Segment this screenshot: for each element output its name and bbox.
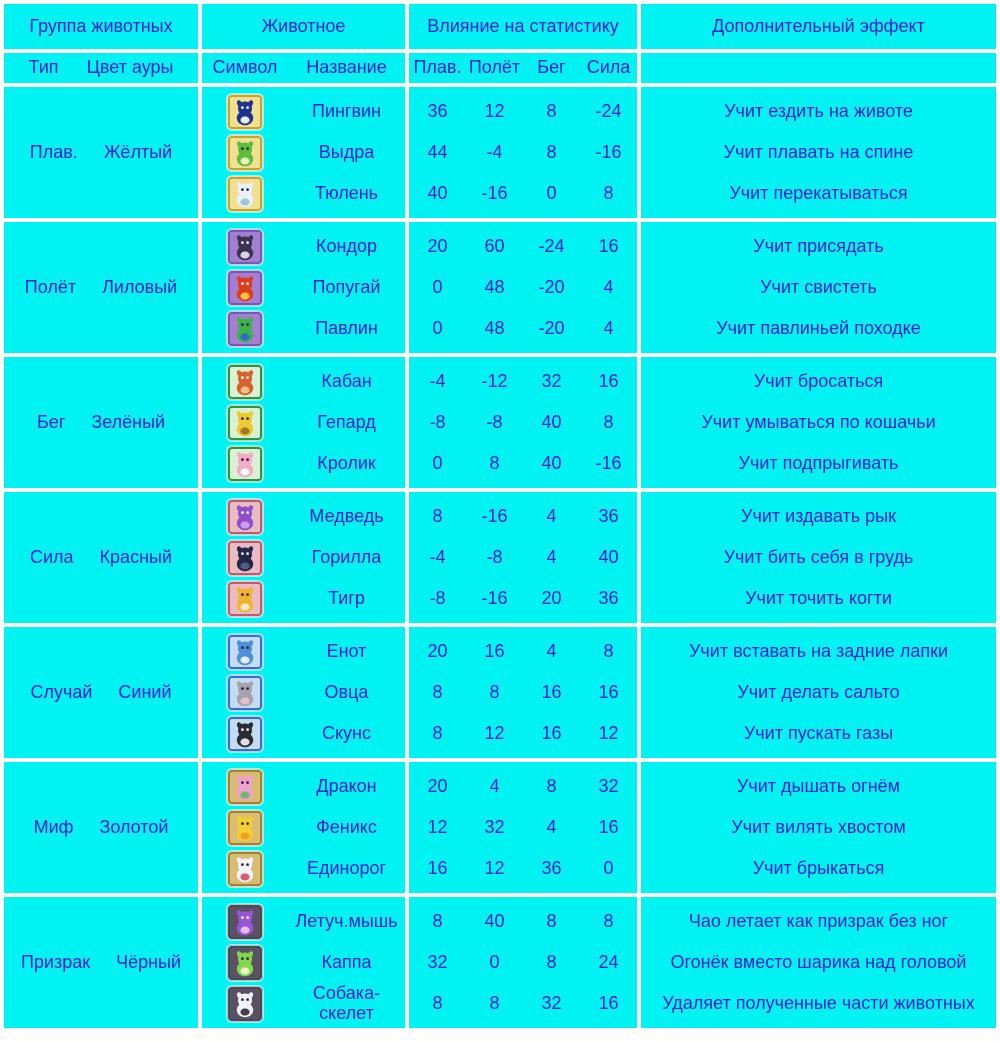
stats-cell xyxy=(409,87,637,218)
animal-effect: Учит плавать на спине xyxy=(723,141,914,162)
stat-value: 16 xyxy=(541,681,562,702)
group-type: Полёт xyxy=(24,276,77,297)
animal-effect: Учит пускать газы xyxy=(743,722,894,743)
header-animal-column xyxy=(202,4,405,49)
stat-value: 8 xyxy=(432,910,443,931)
stat-values-row xyxy=(409,444,637,484)
stat-values-row xyxy=(409,309,637,349)
animal-effect: Учит брыкаться xyxy=(752,857,885,878)
animal-row xyxy=(202,767,405,807)
stat-value: 16 xyxy=(427,857,448,878)
header-animal-label: Животное xyxy=(261,15,346,36)
otter-icon xyxy=(227,135,263,171)
stat-value: 4 xyxy=(546,546,557,567)
group-cell xyxy=(4,762,198,893)
animal-name: Тюлень xyxy=(314,182,379,203)
animal-name: Единорог xyxy=(306,857,387,878)
group-aura-color: Лиловый xyxy=(102,276,178,297)
stat-value: -16 xyxy=(481,587,508,608)
stat-value: 8 xyxy=(603,182,614,203)
dragon-icon xyxy=(227,769,263,805)
effect-row xyxy=(641,309,996,349)
animal-effect: Удаляет полученные части животных xyxy=(662,992,975,1013)
subheader-effect-cell xyxy=(641,53,996,83)
stat-value: 16 xyxy=(541,722,562,743)
stat-values-row xyxy=(409,632,637,672)
stat-value: 20 xyxy=(427,235,448,256)
animal-name: Выдра xyxy=(318,141,375,162)
phoenix-icon xyxy=(227,810,263,846)
header-group-label: Группа животных xyxy=(29,15,173,36)
stat-values-row xyxy=(409,984,637,1024)
stat-value: 0 xyxy=(432,276,443,297)
effect-row xyxy=(641,444,996,484)
animals-cell xyxy=(202,87,405,218)
animal-row xyxy=(202,538,405,578)
stat-values-row xyxy=(409,902,637,942)
animal-row xyxy=(202,902,405,942)
animal-effect: Учит точить когти xyxy=(745,587,892,608)
animal-effect: Учит вставать на задние лапки xyxy=(688,640,949,661)
stat-value: 8 xyxy=(546,141,557,162)
animal-name: Пингвин xyxy=(311,100,382,121)
animals-cell xyxy=(202,492,405,623)
stat-values-row xyxy=(409,808,637,848)
group-aura-color: Синий xyxy=(118,681,172,702)
stat-value: 40 xyxy=(484,910,505,931)
animal-name: Кролик xyxy=(317,452,376,473)
animal-name: Кабан xyxy=(321,370,372,391)
animal-row xyxy=(202,808,405,848)
animal-name: Феникс xyxy=(316,816,377,837)
animal-row xyxy=(202,133,405,173)
subheader-group-cell xyxy=(4,53,198,83)
stat-value: 8 xyxy=(603,640,614,661)
stat-col-run: Бег xyxy=(537,57,566,78)
stat-value: 32 xyxy=(541,370,562,391)
group-row xyxy=(4,87,996,218)
stat-value: -8 xyxy=(486,546,503,567)
effect-row xyxy=(641,92,996,132)
unicorn-icon xyxy=(227,851,263,887)
stat-value: -16 xyxy=(595,452,622,473)
stats-cell xyxy=(409,627,637,758)
animal-name: Каппа xyxy=(321,951,372,972)
animal-effect: Учит присядать xyxy=(753,235,884,256)
animal-name: Тигр xyxy=(328,587,365,608)
effect-row xyxy=(641,632,996,672)
animals-cell xyxy=(202,897,405,1028)
effects-cell xyxy=(641,222,996,353)
group-aura-color: Чёрный xyxy=(116,951,182,972)
effect-row xyxy=(641,902,996,942)
stat-value: 12 xyxy=(484,857,505,878)
stat-value: -16 xyxy=(595,141,622,162)
effect-row xyxy=(641,497,996,537)
parrot-icon xyxy=(227,270,263,306)
stat-value: 36 xyxy=(598,587,619,608)
stat-value: 20 xyxy=(427,640,448,661)
stat-value: -8 xyxy=(429,587,446,608)
stat-col-fly: Полёт xyxy=(468,57,521,78)
animal-effect: Учит павлиньей походке xyxy=(716,317,921,338)
stat-col-swim: Плав. xyxy=(413,57,462,78)
animal-effect: Учит делать сальто xyxy=(737,681,900,702)
stat-values-row xyxy=(409,673,637,713)
animal-effect: Учит издавать рык xyxy=(741,505,896,526)
stat-value: 60 xyxy=(484,235,505,256)
group-type: Плав. xyxy=(29,141,78,162)
group-row xyxy=(4,222,996,353)
stat-value: 4 xyxy=(546,640,557,661)
effect-row xyxy=(641,579,996,619)
animal-row xyxy=(202,444,405,484)
stat-value: 48 xyxy=(484,276,505,297)
animal-effect: Учит умываться по кошачьи xyxy=(701,411,936,432)
kappa-icon xyxy=(227,945,263,981)
stat-value: -8 xyxy=(486,411,503,432)
subheader-type-label: Тип xyxy=(28,57,59,78)
group-row xyxy=(4,492,996,623)
table-subheader-row xyxy=(4,53,996,83)
stat-values-row xyxy=(409,403,637,443)
effects-cell xyxy=(641,627,996,758)
stats-cell xyxy=(409,222,637,353)
stat-value: 0 xyxy=(432,452,443,473)
stat-value: -8 xyxy=(429,411,446,432)
group-type: Миф xyxy=(33,816,74,837)
effect-row xyxy=(641,984,996,1024)
group-aura-color: Зелёный xyxy=(91,411,166,432)
animal-row xyxy=(202,497,405,537)
stat-value: 32 xyxy=(484,816,505,837)
stat-value: 8 xyxy=(432,722,443,743)
effect-row xyxy=(641,362,996,402)
stat-value: 16 xyxy=(598,681,619,702)
effect-row xyxy=(641,849,996,889)
effects-cell xyxy=(641,87,996,218)
animal-row xyxy=(202,92,405,132)
animal-row xyxy=(202,943,405,983)
stats-cell xyxy=(409,897,637,1028)
header-group-column xyxy=(4,4,198,49)
gorilla-icon xyxy=(227,540,263,576)
stat-values-row xyxy=(409,943,637,983)
stat-values-row xyxy=(409,538,637,578)
bear-icon xyxy=(227,499,263,535)
stat-col-power: Сила xyxy=(586,57,631,78)
stat-value: 32 xyxy=(541,992,562,1013)
animal-row xyxy=(202,309,405,349)
animal-row xyxy=(202,984,405,1024)
effects-cell xyxy=(641,357,996,488)
boar-icon xyxy=(227,364,263,400)
subheader-aura-label: Цвет ауры xyxy=(86,57,174,78)
stat-value: 8 xyxy=(489,452,500,473)
stat-value: -12 xyxy=(481,370,508,391)
stat-value: 20 xyxy=(541,587,562,608)
stat-value: 16 xyxy=(598,235,619,256)
animals-cell xyxy=(202,627,405,758)
stat-values-row xyxy=(409,174,637,214)
animal-effect: Огонёк вместо шарика над головой xyxy=(670,951,967,972)
stat-value: 40 xyxy=(427,182,448,203)
animal-row xyxy=(202,227,405,267)
table-header-row xyxy=(4,4,996,49)
stat-value: 36 xyxy=(427,100,448,121)
seal-icon xyxy=(227,176,263,212)
stat-value: 12 xyxy=(427,816,448,837)
stat-value: 8 xyxy=(546,775,557,796)
animal-effect: Учит перекатываться xyxy=(729,182,908,203)
penguin-icon xyxy=(227,94,263,130)
stats-cell xyxy=(409,492,637,623)
subheader-symbol-label: Символ xyxy=(212,57,278,78)
animal-name: Скунс xyxy=(321,722,372,743)
stat-value: 40 xyxy=(598,546,619,567)
stat-value: -4 xyxy=(429,370,446,391)
effect-row xyxy=(641,714,996,754)
group-aura-color: Золотой xyxy=(99,816,169,837)
condor-icon xyxy=(227,229,263,265)
group-type: Случай xyxy=(30,681,93,702)
stat-value: 4 xyxy=(546,505,557,526)
stat-value: 0 xyxy=(603,857,614,878)
animal-name: Гепард xyxy=(317,411,376,432)
animal-effect: Учит свистеть xyxy=(760,276,877,297)
stat-values-row xyxy=(409,849,637,889)
effects-cell xyxy=(641,492,996,623)
stat-value: 12 xyxy=(484,722,505,743)
effect-row xyxy=(641,538,996,578)
stat-value: -20 xyxy=(538,276,565,297)
animal-row xyxy=(202,579,405,619)
effects-cell xyxy=(641,897,996,1028)
stat-value: 40 xyxy=(541,411,562,432)
raccoon-icon xyxy=(227,634,263,670)
stat-value: 4 xyxy=(546,816,557,837)
effect-row xyxy=(641,268,996,308)
stat-value: -4 xyxy=(486,141,503,162)
peacock-icon xyxy=(227,311,263,347)
bat-icon xyxy=(227,904,263,940)
stat-value: 8 xyxy=(432,992,443,1013)
header-effect-column xyxy=(641,4,996,49)
group-type: Призрак xyxy=(20,951,91,972)
effect-row xyxy=(641,227,996,267)
group-row xyxy=(4,627,996,758)
animal-name: Енот xyxy=(326,640,367,661)
effect-row xyxy=(641,174,996,214)
stat-value: 16 xyxy=(598,816,619,837)
stat-value: 4 xyxy=(603,276,614,297)
stat-value: -24 xyxy=(595,100,622,121)
animal-name: Горилла xyxy=(311,546,382,567)
header-stats-column xyxy=(409,4,637,49)
animal-effect: Учит дышать огнём xyxy=(736,775,901,796)
stat-value: 36 xyxy=(598,505,619,526)
effect-row xyxy=(641,767,996,807)
animal-row xyxy=(202,632,405,672)
animals-cell xyxy=(202,357,405,488)
effect-row xyxy=(641,403,996,443)
animal-name: Павлин xyxy=(315,317,378,338)
animal-name: Собака-скелет xyxy=(312,982,381,1023)
group-row xyxy=(4,762,996,893)
group-cell xyxy=(4,492,198,623)
animal-effect: Учит ездить на животе xyxy=(724,100,913,121)
group-cell xyxy=(4,87,198,218)
stats-cell xyxy=(409,357,637,488)
stat-value: -4 xyxy=(429,546,446,567)
animal-name: Попугай xyxy=(312,276,381,297)
stat-value: 8 xyxy=(603,411,614,432)
group-row xyxy=(4,897,996,1028)
stat-value: 12 xyxy=(598,722,619,743)
animal-row xyxy=(202,268,405,308)
stat-values-row xyxy=(409,497,637,537)
header-effect-label: Дополнительный эффект xyxy=(712,15,925,36)
effect-row xyxy=(641,808,996,848)
stat-values-row xyxy=(409,714,637,754)
stat-value: -16 xyxy=(481,182,508,203)
subheader-animal-cell xyxy=(202,53,405,83)
animal-row xyxy=(202,849,405,889)
stat-value: 4 xyxy=(603,317,614,338)
group-type: Бег xyxy=(36,411,66,432)
subheader-stats-cell xyxy=(409,53,637,83)
effect-row xyxy=(641,133,996,173)
animal-effect: Учит бросаться xyxy=(753,370,884,391)
stat-values-row xyxy=(409,767,637,807)
skeleton-dog-icon xyxy=(227,986,263,1022)
stat-value: 8 xyxy=(432,505,443,526)
animal-row xyxy=(202,174,405,214)
animal-row xyxy=(202,673,405,713)
stat-value: 0 xyxy=(432,317,443,338)
stat-value: 24 xyxy=(598,951,619,972)
animal-effect: Учит подпрыгивать xyxy=(738,452,899,473)
stat-value: 40 xyxy=(541,452,562,473)
stat-value: 0 xyxy=(546,182,557,203)
animal-name: Медведь xyxy=(309,505,384,526)
stat-value: 48 xyxy=(484,317,505,338)
animal-row xyxy=(202,714,405,754)
stat-value: 16 xyxy=(598,370,619,391)
stat-value: -16 xyxy=(481,505,508,526)
subheader-name-label: Название xyxy=(306,57,387,78)
stat-value: 12 xyxy=(484,100,505,121)
stat-value: 0 xyxy=(489,951,500,972)
cheetah-icon xyxy=(227,405,263,441)
sheep-icon xyxy=(227,675,263,711)
stat-value: 8 xyxy=(489,681,500,702)
stat-value: 16 xyxy=(484,640,505,661)
stat-value: 44 xyxy=(427,141,448,162)
group-aura-color: Жёлтый xyxy=(103,141,173,162)
group-cell xyxy=(4,222,198,353)
stat-value: 16 xyxy=(598,992,619,1013)
animal-row xyxy=(202,362,405,402)
animal-name: Кондор xyxy=(316,235,377,256)
stat-value: 8 xyxy=(489,992,500,1013)
stat-value: 8 xyxy=(603,910,614,931)
group-cell xyxy=(4,627,198,758)
effect-row xyxy=(641,673,996,713)
animal-name: Дракон xyxy=(316,775,377,796)
stat-value: 32 xyxy=(427,951,448,972)
stat-values-row xyxy=(409,579,637,619)
stats-cell xyxy=(409,762,637,893)
stat-values-row xyxy=(409,92,637,132)
header-stats-label: Влияние на статистику xyxy=(427,15,619,36)
animal-effect: Учит вилять хвостом xyxy=(731,816,906,837)
stat-value: 20 xyxy=(427,775,448,796)
tiger-icon xyxy=(227,581,263,617)
stat-value: -20 xyxy=(538,317,565,338)
stat-values-row xyxy=(409,227,637,267)
group-cell xyxy=(4,897,198,1028)
group-cell xyxy=(4,357,198,488)
stat-values-row xyxy=(409,268,637,308)
effects-cell xyxy=(641,762,996,893)
animal-effect: Учит бить себя в грудь xyxy=(723,546,914,567)
group-row xyxy=(4,357,996,488)
animals-cell xyxy=(202,762,405,893)
group-type: Сила xyxy=(29,546,74,567)
stat-values-row xyxy=(409,362,637,402)
animals-cell xyxy=(202,222,405,353)
stat-value: 4 xyxy=(489,775,500,796)
group-aura-color: Красный xyxy=(99,546,173,567)
stat-value: -24 xyxy=(538,235,565,256)
rabbit-icon xyxy=(227,446,263,482)
stat-value: 8 xyxy=(546,910,557,931)
animal-effect: Чао летает как призрак без ног xyxy=(688,910,949,931)
stat-value: 8 xyxy=(432,681,443,702)
animal-row xyxy=(202,403,405,443)
stat-value: 32 xyxy=(598,775,619,796)
animal-name: Летуч.мышь xyxy=(295,910,398,931)
stat-value: 8 xyxy=(546,100,557,121)
stat-values-row xyxy=(409,133,637,173)
animal-name: Овца xyxy=(324,681,369,702)
skunk-icon xyxy=(227,716,263,752)
effect-row xyxy=(641,943,996,983)
stat-value: 8 xyxy=(546,951,557,972)
stat-value: 36 xyxy=(541,857,562,878)
